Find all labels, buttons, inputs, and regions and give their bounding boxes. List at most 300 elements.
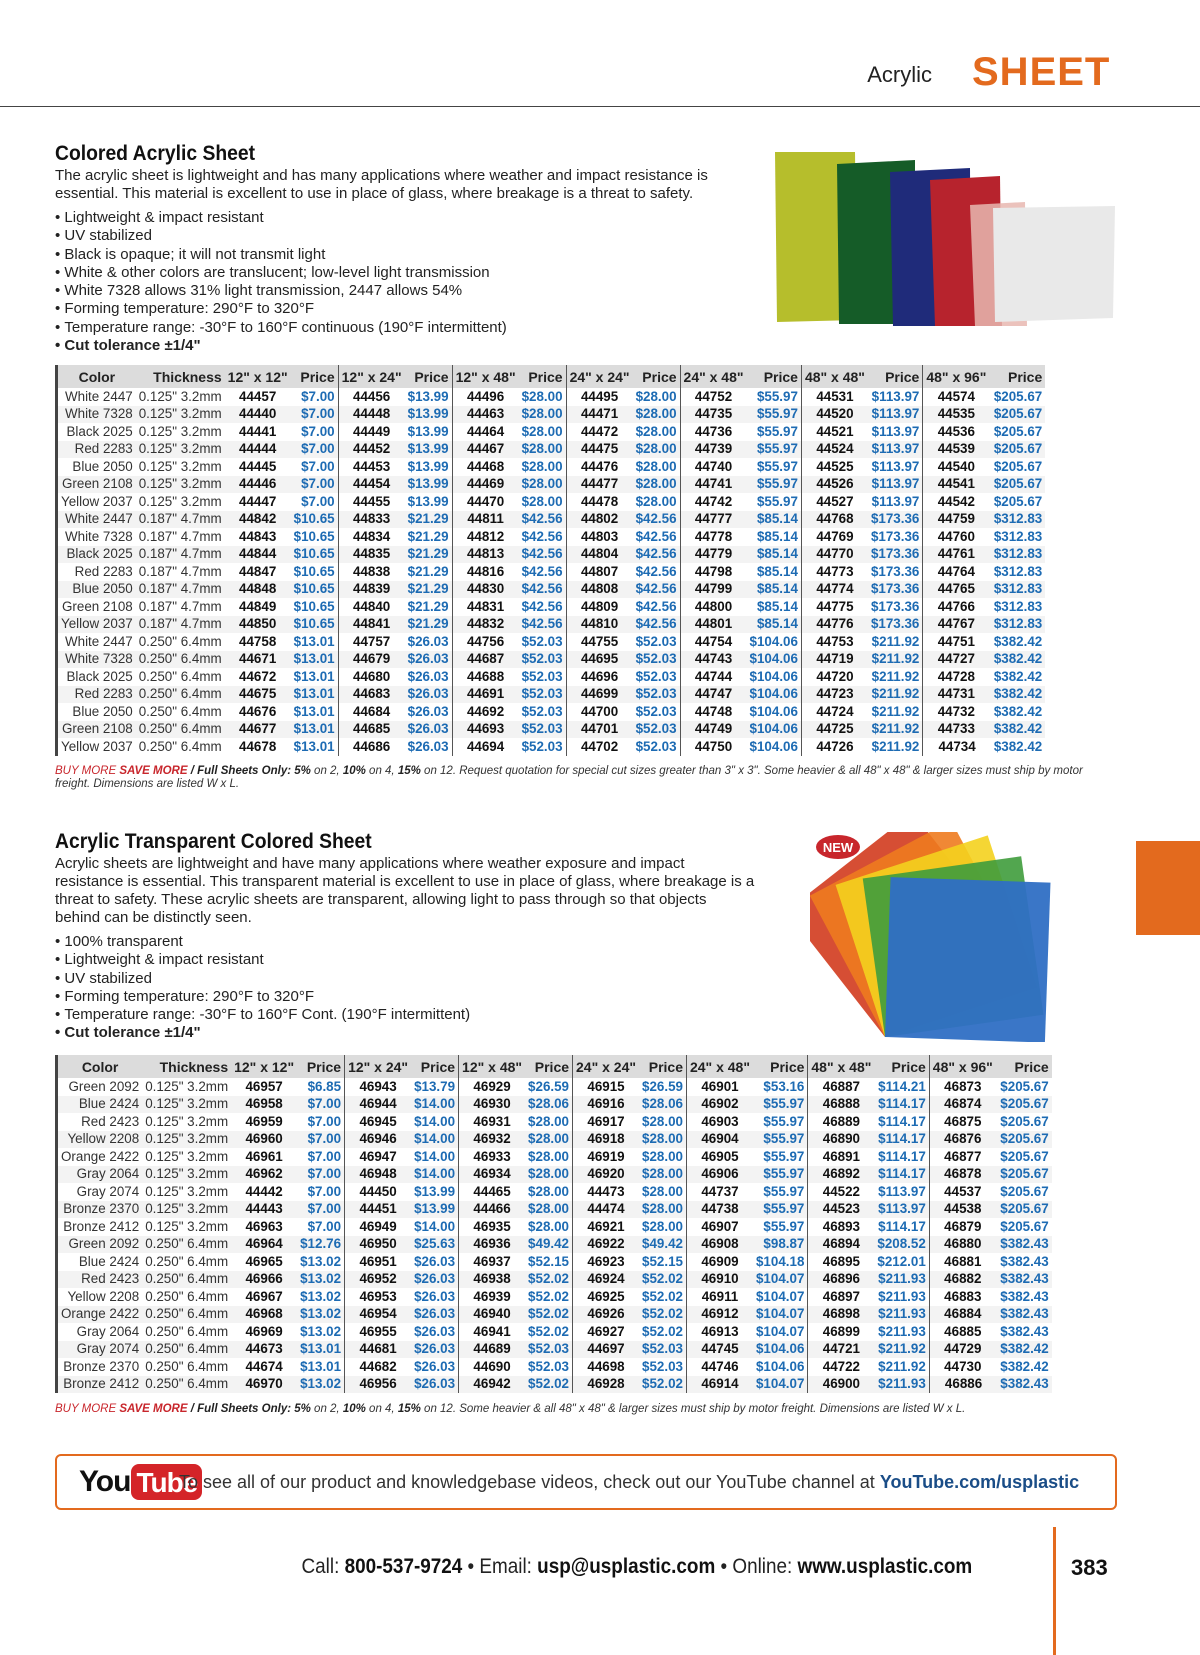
color-cell: White 2447 <box>57 633 136 651</box>
part-number-cell: 44764 <box>937 563 975 579</box>
price-cell: $28.00 <box>639 1148 686 1166</box>
thickness-cell: 0.250" 6.4mm <box>145 1253 229 1269</box>
price-cell: $55.97 <box>753 1183 808 1201</box>
part-number-cell: 44682 <box>359 1358 397 1374</box>
part-number-cell: 44463 <box>452 406 519 424</box>
price-cell: $42.56 <box>633 546 680 564</box>
part-number-cell: 44778 <box>694 528 733 544</box>
price-cell: $28.00 <box>525 1166 572 1184</box>
part-number-cell: 44684 <box>353 703 391 719</box>
color-cell: Red 2283 <box>57 441 136 459</box>
part-number-cell: 44812 <box>466 528 505 544</box>
part-number-cell: 44773 <box>816 563 854 579</box>
price-cell: $12.76 <box>297 1236 344 1254</box>
color-cell: Gray 2064 <box>57 1323 143 1341</box>
column-header: Price <box>519 365 566 388</box>
part-number-cell: 44838 <box>353 563 391 579</box>
part-number-cell: 44732 <box>937 703 975 719</box>
price-cell: $52.03 <box>519 686 566 704</box>
part-number-cell: 44801 <box>680 616 747 634</box>
part-number-cell: 44681 <box>345 1341 412 1359</box>
note-text: on 2, <box>310 765 343 777</box>
price-cell: $28.00 <box>525 1201 572 1219</box>
thickness-cell: 0.125" 3.2mm <box>142 1166 231 1184</box>
header-subtitle: Acrylic <box>867 62 932 87</box>
part-number-cell: 44700 <box>580 703 619 719</box>
thickness-cell: 0.187" 4.7mm <box>136 616 225 634</box>
price-cell: $13.99 <box>405 423 452 441</box>
note-separator: / <box>187 1403 198 1415</box>
part-number-cell: 44729 <box>929 1341 997 1359</box>
part-number-cell: 44467 <box>452 441 519 459</box>
price-cell: $52.03 <box>519 668 566 686</box>
price-cell: $52.02 <box>639 1306 686 1324</box>
price-cell: $28.00 <box>525 1131 572 1149</box>
part-number-cell: 44441 <box>239 423 277 439</box>
part-number-cell: 44674 <box>245 1358 283 1374</box>
part-number-cell: 46961 <box>245 1148 283 1164</box>
part-number-cell: 46890 <box>808 1131 875 1149</box>
part-number-cell: 44830 <box>452 581 519 599</box>
thickness-cell: 0.125" 3.2mm <box>138 458 222 474</box>
thickness-cell: 0.250" 6.4mm <box>142 1341 231 1359</box>
table-row <box>57 563 1046 581</box>
price-cell: $211.92 <box>868 651 923 669</box>
price-cell: $382.42 <box>993 703 1043 719</box>
part-number-cell: 44735 <box>680 406 747 424</box>
part-number-cell: 46892 <box>808 1166 875 1184</box>
price-cell: $21.29 <box>405 616 452 634</box>
part-number-cell: 44496 <box>466 388 505 404</box>
price-cell: $14.00 <box>411 1166 458 1184</box>
price-cell: $26.03 <box>411 1341 458 1359</box>
price-cell: $52.03 <box>633 651 680 669</box>
feature-item: • Temperature range: -30°F to 160°F Cont. (190°F intermittent) <box>55 1006 1115 1024</box>
price-cell: $13.01 <box>291 651 338 669</box>
color-cell: Orange 2422 <box>57 1306 143 1324</box>
part-number-cell: 44676 <box>239 703 277 719</box>
part-number-cell: 44816 <box>466 563 505 579</box>
price-cell: $28.00 <box>519 476 566 494</box>
price-cell: $114.17 <box>874 1096 929 1114</box>
column-header: Price <box>874 1055 929 1078</box>
color-cell: Bronze 2412 <box>57 1218 143 1236</box>
price-cell: $113.97 <box>868 406 923 424</box>
color-cell: White 7328 <box>57 406 136 424</box>
youtube-link[interactable]: YouTube.com/usplastic <box>879 1472 1080 1492</box>
feature-item: • Black is opaque; it will not transmit light <box>55 246 1115 264</box>
part-number-cell: 46920 <box>573 1166 640 1184</box>
part-number-cell: 44770 <box>801 546 868 564</box>
call-label: Call: <box>301 1555 345 1578</box>
price-cell: $382.43 <box>997 1236 1051 1254</box>
price-cell: $28.00 <box>519 388 566 406</box>
table-row <box>57 1166 1052 1184</box>
price-cell: $13.02 <box>297 1253 344 1271</box>
price-cell: $13.01 <box>291 721 338 739</box>
price-cell: $28.00 <box>633 388 680 406</box>
price-cell: $52.02 <box>639 1376 686 1394</box>
part-number-cell: 46894 <box>808 1236 875 1254</box>
part-number-cell: 44694 <box>466 738 505 754</box>
price-cell: $7.00 <box>297 1113 344 1131</box>
part-number-cell: 44739 <box>680 441 747 459</box>
price-cell: $42.56 <box>519 581 566 599</box>
part-number-cell: 46939 <box>473 1288 511 1304</box>
price-cell: $10.65 <box>291 616 338 634</box>
price-cell: $312.83 <box>993 563 1043 579</box>
part-number-cell: 44699 <box>566 686 633 704</box>
section-title: Acrylic Transparent Colored Sheet <box>55 830 372 853</box>
part-number-cell: 44765 <box>923 581 991 599</box>
part-number-cell: 46950 <box>345 1236 412 1254</box>
price-cell: $114.17 <box>874 1148 929 1166</box>
table-row <box>57 1148 1052 1166</box>
feature-item: • Lightweight & impact resistant <box>55 209 1115 227</box>
price-cell: $42.56 <box>633 598 680 616</box>
part-number-cell: 46966 <box>231 1271 297 1289</box>
part-number-cell: 44679 <box>338 651 405 669</box>
price-cell: $211.93 <box>874 1306 929 1324</box>
table-header-row <box>57 1055 1052 1078</box>
new-badge: NEW <box>822 840 854 855</box>
column-header: 12" x 48" <box>459 1055 526 1078</box>
price-cell: $52.02 <box>525 1288 572 1306</box>
price-cell: $104.07 <box>753 1323 808 1341</box>
price-cell: $205.67 <box>991 476 1045 494</box>
price-cell: $211.92 <box>874 1358 929 1376</box>
table-row <box>57 1131 1052 1149</box>
table-row <box>57 633 1046 651</box>
youtube-banner[interactable] <box>55 1454 1117 1510</box>
part-number-cell: 44810 <box>566 616 633 634</box>
table-row <box>57 721 1046 739</box>
part-number-cell: 44523 <box>808 1201 875 1219</box>
price-cell: $52.03 <box>525 1358 572 1376</box>
part-number-cell: 44452 <box>338 441 405 459</box>
price-cell: $211.92 <box>868 686 923 704</box>
part-number-cell: 46919 <box>587 1148 625 1164</box>
price-cell: $85.14 <box>747 616 802 634</box>
feature-item: • Lightweight & impact resistant <box>55 951 1115 969</box>
part-number-cell: 44754 <box>694 633 733 649</box>
price-cell: $10.65 <box>291 598 338 616</box>
part-number-cell: 46901 <box>701 1078 739 1094</box>
price-cell: $382.42 <box>991 651 1045 669</box>
part-number-cell: 46914 <box>686 1376 753 1394</box>
column-header: 24" x 48" <box>686 1055 753 1078</box>
price-cell: $173.36 <box>868 546 923 564</box>
part-number-cell: 44776 <box>801 616 868 634</box>
price-cell: $55.97 <box>747 493 802 511</box>
part-number-cell: 44536 <box>937 423 975 439</box>
part-number-cell: 44444 <box>225 441 291 459</box>
part-number-cell: 44844 <box>225 546 291 564</box>
part-number-cell: 44840 <box>353 598 391 614</box>
price-cell: $85.14 <box>747 528 802 546</box>
part-number-cell: 46878 <box>929 1166 997 1184</box>
price-cell: $52.03 <box>519 703 566 721</box>
thickness-cell: 0.250" 6.4mm <box>138 703 222 719</box>
part-number-cell: 46965 <box>245 1253 283 1269</box>
part-number-cell: 44747 <box>680 686 747 704</box>
price-cell: $13.01 <box>297 1341 344 1359</box>
part-number-cell: 46945 <box>359 1113 397 1129</box>
price-cell: $205.67 <box>1000 1113 1049 1129</box>
price-cell: $382.42 <box>993 738 1043 754</box>
part-number-cell: 44741 <box>680 476 747 494</box>
price-cell: $205.67 <box>1000 1148 1049 1164</box>
thickness-cell: 0.250" 6.4mm <box>136 651 225 669</box>
thickness-cell: 0.125" 3.2mm <box>136 476 225 494</box>
table-row <box>57 441 1046 459</box>
table-row <box>57 1358 1052 1376</box>
part-number-cell: 44672 <box>239 668 277 684</box>
part-number-cell: 46963 <box>245 1218 283 1234</box>
price-cell: $26.03 <box>405 738 452 756</box>
thickness-cell: 0.125" 3.2mm <box>138 388 222 404</box>
part-number-cell: 44540 <box>937 458 975 474</box>
price-cell: $28.00 <box>633 476 680 494</box>
column-header: 48" x 96" <box>923 365 991 388</box>
price-cell: $28.00 <box>519 493 566 511</box>
part-number-cell: 46916 <box>573 1096 640 1114</box>
price-cell: $13.99 <box>405 458 452 476</box>
price-cell: $52.03 <box>633 703 680 721</box>
part-number-cell: 44468 <box>466 458 505 474</box>
price-cell: $52.03 <box>519 738 566 756</box>
price-cell: $55.97 <box>753 1148 808 1166</box>
table-row <box>57 458 1046 476</box>
price-cell: $113.97 <box>868 476 923 494</box>
part-number-cell: 46931 <box>473 1113 511 1129</box>
price-cell: $382.43 <box>997 1271 1051 1289</box>
part-number-cell: 44697 <box>573 1341 640 1359</box>
part-number-cell: 44749 <box>680 721 747 739</box>
part-number-cell: 46952 <box>345 1271 412 1289</box>
price-cell: $26.03 <box>405 686 452 704</box>
thickness-cell: 0.125" 3.2mm <box>142 1201 231 1219</box>
part-number-cell: 44759 <box>923 511 991 529</box>
price-cell: $211.93 <box>874 1271 929 1289</box>
part-number-cell: 46904 <box>686 1131 753 1149</box>
part-number-cell: 44746 <box>701 1358 739 1374</box>
price-cell: $26.03 <box>411 1376 458 1394</box>
part-number-cell: 44524 <box>801 441 868 459</box>
part-number-cell: 44471 <box>566 406 633 424</box>
thickness-cell: 0.250" 6.4mm <box>138 738 222 754</box>
note-percent: 15% <box>397 765 421 777</box>
part-number-cell: 46880 <box>929 1236 997 1254</box>
part-number-cell: 44777 <box>680 511 747 529</box>
price-cell: $52.02 <box>525 1323 572 1341</box>
table-row <box>57 388 1046 406</box>
column-header: Price <box>525 1055 572 1078</box>
part-number-cell: 44526 <box>801 476 868 494</box>
price-cell: $26.03 <box>405 633 452 651</box>
save-more-text: SAVE MORE <box>119 765 188 777</box>
price-cell: $42.56 <box>519 511 566 529</box>
part-number-cell: 46958 <box>231 1096 297 1114</box>
feature-item: • Temperature range: -30°F to 160°F continuous (190°F intermittent) <box>55 319 1115 337</box>
table-row <box>57 493 1046 511</box>
price-cell: $205.67 <box>991 406 1045 424</box>
price-cell: $21.29 <box>405 546 452 564</box>
price-cell: $13.01 <box>291 633 338 651</box>
column-header: Price <box>411 1055 458 1078</box>
color-cell: Blue 2050 <box>57 458 136 476</box>
part-number-cell: 46968 <box>231 1306 297 1324</box>
price-cell: $55.97 <box>753 1218 808 1236</box>
price-cell: $21.29 <box>405 598 452 616</box>
part-number-cell: 44728 <box>937 668 975 684</box>
part-number-cell: 44832 <box>452 616 519 634</box>
part-number-cell: 44475 <box>566 441 633 459</box>
price-cell: $13.02 <box>297 1288 344 1306</box>
table-row <box>57 1341 1052 1359</box>
color-cell: Blue 2050 <box>57 703 136 721</box>
table-row <box>57 1306 1052 1324</box>
column-header: 12" x 48" <box>452 365 519 388</box>
price-cell: $14.00 <box>411 1218 458 1236</box>
website-link[interactable]: www.usplastic.com <box>797 1555 972 1578</box>
price-cell: $28.00 <box>519 441 566 459</box>
color-cell: Yellow 2037 <box>57 616 136 634</box>
price-cell: $382.43 <box>1000 1253 1049 1269</box>
part-number-cell: 46949 <box>359 1218 397 1234</box>
price-cell: $13.02 <box>297 1323 344 1341</box>
table-row <box>57 1323 1052 1341</box>
part-number-cell: 44453 <box>353 458 391 474</box>
part-number-cell: 44835 <box>338 546 405 564</box>
price-cell: $10.65 <box>291 563 338 581</box>
price-cell: $52.03 <box>633 721 680 739</box>
price-cell: $28.00 <box>639 1113 686 1131</box>
feature-item: • Forming temperature: 290°F to 320°F <box>55 988 1115 1006</box>
thickness-cell: 0.250" 6.4mm <box>142 1306 231 1324</box>
note-text: on 12. Request quotation for special cut sizes greater than 3" x 3". Some heavier & all 48" x 48" & larger sizes must ship by motor freight. Dimensions are listed W x L. <box>55 765 1083 790</box>
table-row <box>57 1113 1052 1131</box>
price-cell: $10.65 <box>291 528 338 546</box>
part-number-cell: 46941 <box>473 1323 511 1339</box>
price-cell: $55.97 <box>753 1166 808 1184</box>
note-percent: 15% <box>397 1403 421 1415</box>
part-number-cell: 44847 <box>239 563 277 579</box>
part-number-cell: 46951 <box>359 1253 397 1269</box>
price-cell: $28.00 <box>633 441 680 459</box>
phone-number[interactable]: 800-537-9724 <box>344 1555 463 1578</box>
price-cell: $205.67 <box>993 493 1043 509</box>
price-cell: $13.01 <box>291 668 338 686</box>
note-text: on 2, <box>310 1403 343 1415</box>
footer-separator: • Online: <box>715 1555 798 1578</box>
part-number-cell: 44446 <box>225 476 291 494</box>
part-number-cell: 46933 <box>473 1148 511 1164</box>
email-link[interactable]: usp@usplastic.com <box>536 1555 716 1578</box>
part-number-cell: 44799 <box>680 581 747 599</box>
price-cell: $382.42 <box>1000 1358 1049 1374</box>
color-cell: Gray 2064 <box>57 1166 143 1184</box>
price-cell: $205.67 <box>1000 1218 1049 1234</box>
part-number-cell: 46932 <box>459 1131 526 1149</box>
part-number-cell: 44720 <box>816 668 854 684</box>
part-number-cell: 44756 <box>466 633 505 649</box>
color-cell: Yellow 2208 <box>57 1288 143 1306</box>
price-cell: $26.03 <box>411 1358 458 1376</box>
price-cell: $7.00 <box>291 441 338 459</box>
thickness-cell: 0.250" 6.4mm <box>138 633 222 649</box>
price-cell: $382.42 <box>991 721 1045 739</box>
color-cell: White 2447 <box>57 511 136 529</box>
part-number-cell: 44831 <box>466 598 505 614</box>
price-cell: $173.36 <box>868 563 923 581</box>
part-number-cell: 44464 <box>466 423 505 439</box>
part-number-cell: 46956 <box>345 1376 412 1394</box>
price-cell: $382.42 <box>993 633 1043 649</box>
color-cell: Black 2025 <box>57 546 136 564</box>
price-cell: $52.03 <box>519 651 566 669</box>
part-number-cell: 44693 <box>452 721 519 739</box>
part-number-cell: 44537 <box>944 1183 982 1199</box>
price-cell: $55.97 <box>747 406 802 424</box>
price-cell: $173.36 <box>868 528 923 546</box>
part-number-cell: 44683 <box>338 686 405 704</box>
part-number-cell: 44839 <box>338 581 405 599</box>
column-header: Price <box>633 365 680 388</box>
part-number-cell: 44457 <box>239 388 277 404</box>
price-cell: $104.07 <box>753 1271 808 1289</box>
part-number-cell: 44574 <box>937 388 975 404</box>
table-row <box>57 1253 1052 1271</box>
part-number-cell: 44774 <box>801 581 868 599</box>
feature-item: • Cut tolerance ±1/4" <box>55 337 1115 355</box>
part-number-cell: 44690 <box>473 1358 511 1374</box>
feature-item: • White & other colors are translucent; low-level light transmission <box>55 264 1115 282</box>
price-cell: $113.97 <box>868 441 923 459</box>
part-number-cell: 44539 <box>923 441 991 459</box>
part-number-cell: 44702 <box>580 738 619 754</box>
part-number-cell: 46883 <box>944 1288 982 1304</box>
part-number-cell: 44678 <box>239 738 277 754</box>
price-cell: $211.93 <box>874 1323 929 1341</box>
note-text: on 4, <box>365 765 398 777</box>
thickness-cell: 0.250" 6.4mm <box>145 1323 229 1339</box>
part-number-cell: 44733 <box>923 721 991 739</box>
color-cell: Red 2423 <box>57 1113 143 1131</box>
price-cell: $211.92 <box>868 721 923 739</box>
part-number-cell: 44808 <box>566 581 633 599</box>
price-cell: $113.97 <box>868 388 923 406</box>
price-cell: $7.00 <box>297 1166 344 1184</box>
price-cell: $382.42 <box>993 668 1043 684</box>
footer-rule <box>1053 1527 1056 1655</box>
table-row <box>57 651 1046 669</box>
footer-contact <box>301 1555 972 1579</box>
color-cell: Bronze 2370 <box>57 1358 143 1376</box>
part-number-cell: 44448 <box>338 406 405 424</box>
table-row <box>57 1376 1052 1394</box>
part-number-cell: 44469 <box>452 476 519 494</box>
part-number-cell: 46943 <box>359 1078 397 1094</box>
header-title: SHEET <box>972 50 1111 94</box>
part-number-cell: 44757 <box>353 633 391 649</box>
part-number-cell: 46910 <box>686 1271 753 1289</box>
price-cell: $173.36 <box>868 511 923 529</box>
part-number-cell: 46893 <box>822 1218 861 1234</box>
column-header: Price <box>405 365 452 388</box>
part-number-cell: 44677 <box>225 721 291 739</box>
price-cell: $13.99 <box>405 476 452 494</box>
